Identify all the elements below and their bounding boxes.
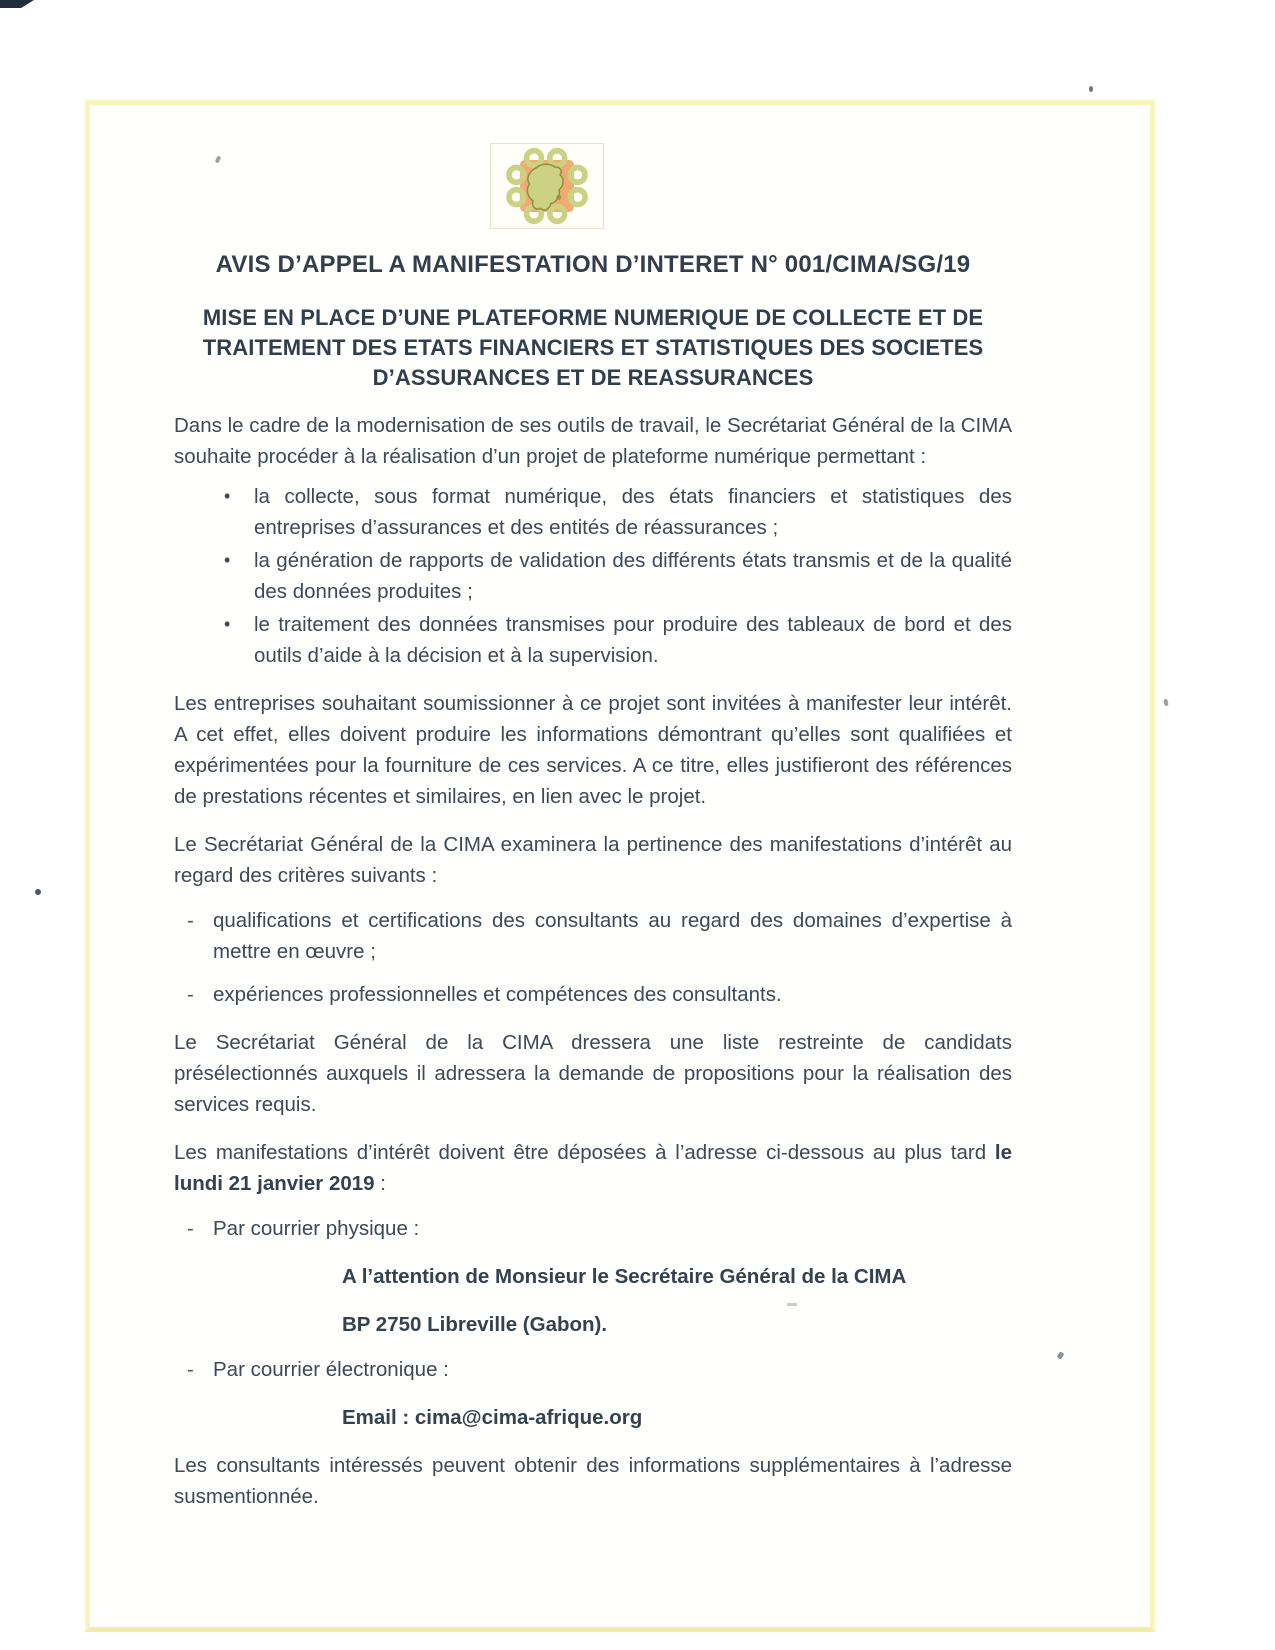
scan-artifact bbox=[1089, 86, 1093, 92]
bullet-icon: • bbox=[224, 486, 231, 506]
list-item bbox=[224, 545, 1012, 607]
email-line: Email : cima@cima-afrique.org bbox=[342, 1406, 643, 1429]
document-subtitle: MISE EN PLACE D’UNE PLATEFORME NUMERIQUE DE COLLECTE ET DE TRAITEMENT DES ETATS FINANCIERS ET STATISTIQUES DES SOCIETES D’ASSURANCES ET DE REASSURANCES bbox=[202, 305, 984, 390]
dash-text: qualifications et certifications des consultants au regard des domaines d’expertise à mettre en œuvre ; bbox=[213, 909, 1012, 963]
mail-physical-label: Par courrier physique : bbox=[213, 1217, 420, 1240]
mail-electronic-label: Par courrier électronique : bbox=[213, 1358, 449, 1381]
submission-dash-list-2 bbox=[187, 1354, 1012, 1385]
paragraph-shortlist: Le Secrétariat Général de la CIMA dressera une liste restreinte de candidats présélectionnés auxquels il adressera la demande de propositions pour la réalisation des services requis. bbox=[174, 1031, 1012, 1116]
cima-logo bbox=[490, 143, 604, 229]
dash-icon: - bbox=[187, 909, 194, 932]
list-item bbox=[224, 609, 1012, 671]
objectives-bullet-list bbox=[224, 481, 1012, 671]
dash-icon: - bbox=[187, 1358, 194, 1381]
submission-dash-list bbox=[187, 1213, 1012, 1244]
list-item bbox=[224, 481, 1012, 543]
dash-text: expériences professionnelles et compétences des consultants. bbox=[213, 983, 782, 1006]
bullet-icon: • bbox=[224, 614, 231, 634]
paragraph-interest: Les entreprises souhaitant soumissionner à ce projet sont invitées à manifester leur intérêt. A cet effet, elles doivent produire les informations démontrant qu’elles sont qualifiées et expérimentées pour la fourniture de ces services. A ce titre, elles justifieront des références de prestations récentes et similaires, en lien avec le projet. bbox=[174, 692, 1012, 808]
bullet-text: la collecte, sous format numérique, des états financiers et statistiques des entreprises d’assurances et des entités de réassurances ; bbox=[254, 485, 1012, 539]
list-item bbox=[187, 1354, 1012, 1385]
paragraph-criteria-intro: Le Secrétariat Général de la CIMA examinera la pertinence des manifestations d’intérêt au regard des critères suivants : bbox=[174, 833, 1012, 887]
deadline-colon: : bbox=[374, 1172, 386, 1195]
cima-logo-icon bbox=[495, 147, 599, 225]
dash-icon: - bbox=[187, 983, 194, 1006]
deadline-date: le lundi 21 janvier 2019 bbox=[174, 1141, 1012, 1195]
bullet-text: la génération de rapports de validation des différents états transmis et de la qualité des données produites ; bbox=[254, 549, 1012, 603]
postal-address-line: BP 2750 Libreville (Gabon). bbox=[342, 1313, 608, 1336]
scan-artifact bbox=[35, 889, 41, 895]
paragraph-deadline bbox=[174, 1137, 1012, 1199]
list-item bbox=[187, 979, 1012, 1010]
logo-row bbox=[174, 143, 1012, 229]
dash-icon: - bbox=[187, 1217, 194, 1240]
paragraph-closing: Les consultants intéressés peuvent obtenir des informations supplémentaires à l’adresse susmentionnée. bbox=[174, 1454, 1012, 1508]
deadline-text: Les manifestations d’intérêt doivent être déposées à l’adresse ci-dessous au plus tard bbox=[174, 1141, 995, 1164]
document-title: AVIS D’APPEL A MANIFESTATION D’INTERET N° 001/CIMA/SG/19 bbox=[215, 251, 971, 278]
page-yellow-border-frame bbox=[85, 100, 1155, 1632]
document-content bbox=[90, 105, 1150, 1512]
bullet-text: le traitement des données transmises pour produire des tableaux de bord et des outils d’aide à la décision et à la supervision. bbox=[254, 613, 1012, 667]
scan-artifact bbox=[1163, 699, 1168, 707]
scan-artifact-corner bbox=[0, 0, 34, 8]
bullet-icon: • bbox=[224, 550, 231, 570]
list-item bbox=[187, 905, 1012, 967]
paragraph-intro: Dans le cadre de la modernisation de ses outils de travail, le Secrétariat Général de la CIMA souhaite procéder à la réalisation d’un projet de plateforme numérique permettant : bbox=[174, 414, 1012, 468]
attention-line: A l’attention de Monsieur le Secrétaire Général de la CIMA bbox=[342, 1265, 907, 1288]
list-item bbox=[187, 1213, 1012, 1244]
criteria-dash-list bbox=[187, 905, 1012, 1010]
